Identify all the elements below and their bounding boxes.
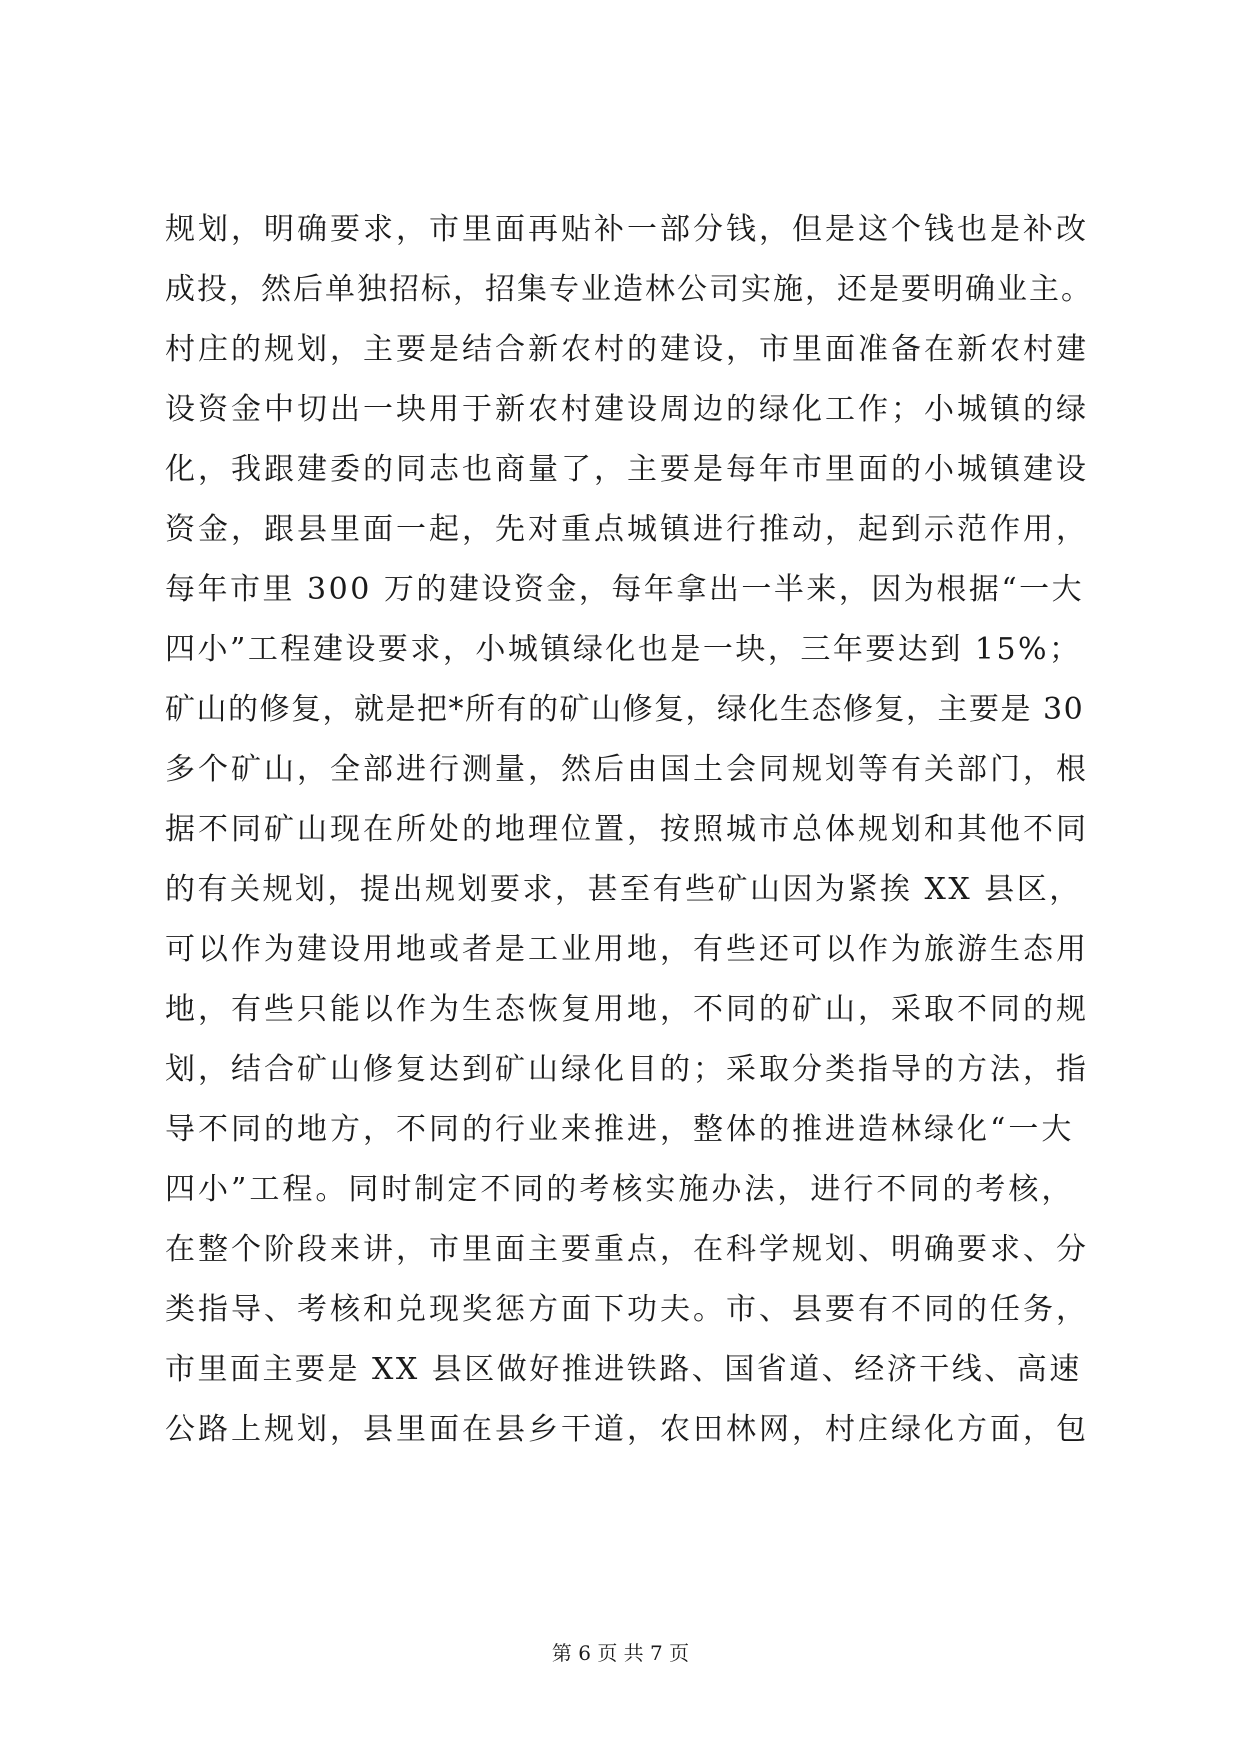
body-line-3: 村庄的规划，主要是结合新农村的建设，市里面准备在新农村建 [165, 332, 1089, 367]
body-line-2: 成投，然后单独招标，招集专业造林公司实施，还是要明确业主。 [165, 272, 1093, 307]
body-line-13: 可以作为建设用地或者是工业用地，有些还可以作为旅游生态用 [165, 932, 1089, 967]
body-line-15: 划，结合矿山修复达到矿山绿化目的；采取分类指导的方法，指 [165, 1052, 1089, 1087]
body-line-10: 多个矿山，全部进行测量，然后由国土会同规划等有关部门，根 [165, 752, 1089, 787]
body-line-11: 据不同矿山现在所处的地理位置，按照城市总体规划和其他不同 [165, 812, 1089, 847]
body-line-14: 地，有些只能以作为生态恢复用地，不同的矿山，采取不同的规 [165, 992, 1089, 1027]
body-line-8: 四小”工程建设要求，小城镇绿化也是一块，三年要达到 15%； [165, 632, 1082, 667]
body-line-4: 设资金中切出一块用于新农村建设周边的绿化工作；小城镇的绿 [165, 392, 1089, 427]
body-line-19: 类指导、考核和兑现奖惩方面下功夫。市、县要有不同的任务， [165, 1292, 1089, 1327]
body-line-20: 市里面主要是 XX 县区做好推进铁路、国省道、经济干线、高速 [165, 1352, 1082, 1387]
body-line-12: 的有关规划，提出规划要求，甚至有些矿山因为紧挨 XX 县区， [165, 872, 1082, 907]
body-line-9: 矿山的修复，就是把*所有的矿山修复，绿化生态修复，主要是 30 [165, 692, 1085, 727]
body-line-17: 四小”工程。同时制定不同的考核实施办法，进行不同的考核， [165, 1172, 1075, 1207]
body-line-21: 公路上规划，县里面在县乡干道，农田林网，村庄绿化方面，包 [165, 1412, 1089, 1447]
body-line-1: 规划，明确要求，市里面再贴补一部分钱，但是这个钱也是补改 [165, 212, 1089, 247]
body-line-18: 在整个阶段来讲，市里面主要重点，在科学规划、明确要求、分 [165, 1232, 1089, 1267]
body-line-5: 化，我跟建委的同志也商量了，主要是每年市里面的小城镇建设 [165, 452, 1089, 487]
page-number-footer: 第 6 页 共 7 页 [551, 1641, 690, 1665]
body-line-7: 每年市里 300 万的建设资金，每年拿出一半来，因为根据“一大 [165, 572, 1085, 607]
body-line-16: 导不同的地方，不同的行业来推进，整体的推进造林绿化“一大 [165, 1112, 1075, 1147]
body-line-6: 资金，跟县里面一起，先对重点城镇进行推动，起到示范作用， [165, 512, 1089, 547]
